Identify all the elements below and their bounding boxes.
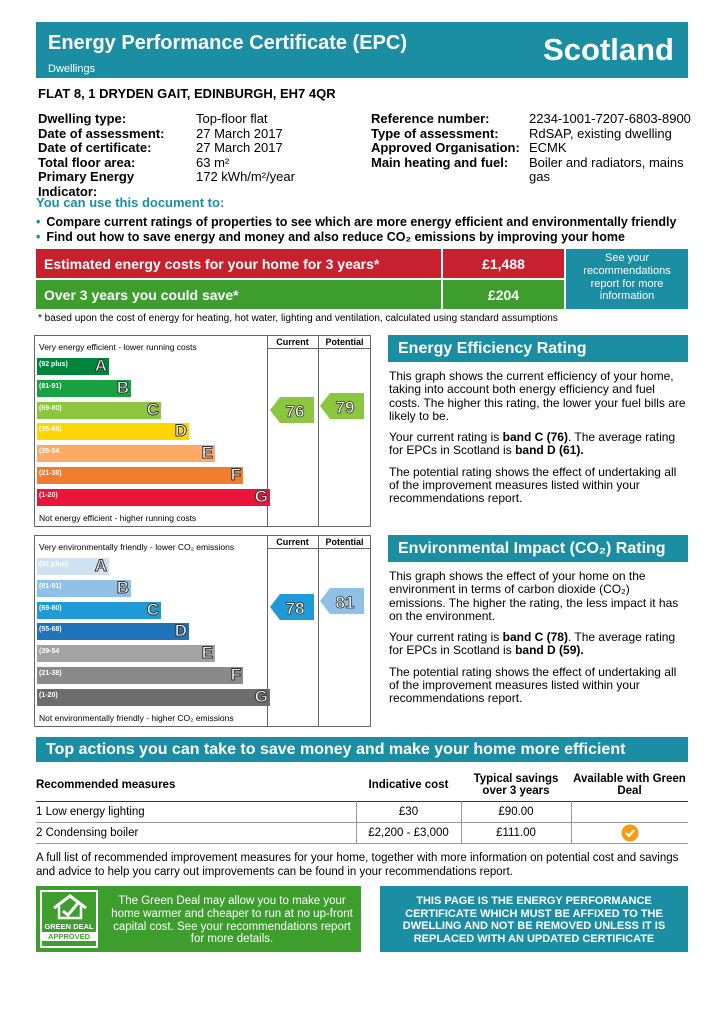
band-letter: F xyxy=(230,465,241,484)
detail-row xyxy=(371,127,691,142)
ei-explanation xyxy=(389,570,689,706)
ee-potential-arrow xyxy=(320,393,370,419)
band-letter: D xyxy=(174,421,187,441)
recommendations-link[interactable] xyxy=(566,249,688,309)
current-column-header: Current xyxy=(276,337,309,347)
band-bar-e xyxy=(37,645,215,662)
ei-potential-arrow xyxy=(320,588,370,614)
detail-key: Total floor area: xyxy=(38,154,136,170)
detail-value: RdSAP, existing dwelling xyxy=(529,125,672,141)
detail-value: ECMK xyxy=(529,140,567,156)
column-header: Typical savings over 3 years xyxy=(473,773,559,798)
actions-footer-note: A full list of recommended improvement measures for your home, together with more information on potential cost and savings and advice to help you carry out improvements can be found in your recommendations report. xyxy=(36,852,679,878)
column-header: Indicative cost xyxy=(368,779,449,792)
green-deal-logo xyxy=(40,890,98,948)
chart-bottom-caption: Not environmentally friendly - higher CO₂ emissions xyxy=(39,713,234,723)
chart-bottom-caption: Not energy efficient - higher running costs xyxy=(39,513,197,523)
savings-label: Over 3 years you could save* xyxy=(44,287,239,303)
band-bar-b xyxy=(37,377,131,397)
green-deal-cell xyxy=(571,801,688,822)
page-subtitle: Dwellings xyxy=(48,63,96,75)
band-range: (81-91) xyxy=(39,382,62,390)
detail-row xyxy=(38,127,368,142)
detail-key: Date of certificate: xyxy=(38,140,152,156)
bullet-item: • Compare current ratings of properties to see which are more energy efficient and environmentally friendly xyxy=(36,215,677,229)
cost-cell: £2,200 - £3,000 xyxy=(356,822,461,843)
detail-key: Approved Organisation: xyxy=(371,140,520,156)
energy-cost-value-box xyxy=(443,249,564,278)
current-column-header: Current xyxy=(276,537,309,547)
detail-value: 27 March 2017 xyxy=(196,125,283,141)
band-bar-f xyxy=(37,467,243,484)
green-deal-text: The Green Deal may allow you to make your home warmer and cheaper to run at no up-front capital cost. See your recommendations report for more details. xyxy=(111,895,353,946)
table-row xyxy=(36,822,688,843)
band-range: (21-38) xyxy=(39,470,62,477)
band-range: (55-68) xyxy=(39,626,62,634)
ee-explanation xyxy=(389,370,689,506)
actions-heading-bar xyxy=(36,737,688,762)
detail-row xyxy=(371,156,691,185)
detail-value: 2234-1001-7207-6803-8900 xyxy=(529,111,691,126)
detail-key: Primary Energy Indicator: xyxy=(38,169,135,199)
ei-current-value: 78 xyxy=(285,599,305,618)
potential-column-header: Potential xyxy=(325,537,364,547)
chart-top-caption: Very environmentally friendly - lower CO₂ emissions xyxy=(39,542,235,552)
detail-key: Dwelling type: xyxy=(38,111,127,126)
ee-current-value: 76 xyxy=(285,402,305,421)
band-range: (39-54 xyxy=(39,648,60,656)
band-range: (21-38) xyxy=(39,670,62,677)
recommendations-link-text: See your recommendations report for more information xyxy=(583,252,671,303)
table-row xyxy=(36,801,688,822)
column-header: Available with Green Deal xyxy=(573,773,686,798)
header-banner xyxy=(36,22,688,78)
notice-panel xyxy=(380,886,688,952)
cost-footnote: * based upon the cost of energy for heating, hot water, lighting and ventilation, calculated using standard assumptions xyxy=(38,313,558,324)
region-label: Scotland xyxy=(543,32,674,67)
house-check-icon xyxy=(52,894,88,920)
ei-paragraph-1: This graph shows the effect of your home on the environment in terms of carbon dioxide (CO₂) emissions. The higher the rating, the less impact it has on the environment. xyxy=(389,569,679,623)
savings-cell: £90.00 xyxy=(461,801,571,822)
ee-rating-heading: Energy Efficiency Rating xyxy=(398,340,587,357)
detail-row xyxy=(38,156,368,171)
property-address: FLAT 8, 1 DRYDEN GAIT, EDINBURGH, EH7 4QR xyxy=(38,86,336,101)
band-letter: B xyxy=(116,577,129,597)
band-letter: C xyxy=(146,399,159,419)
band-range: (92 plus) xyxy=(39,561,68,568)
band-bar-g xyxy=(37,686,270,706)
usage-bullets xyxy=(36,215,676,244)
band-bar-d xyxy=(37,623,189,640)
band-letter: C xyxy=(146,599,159,619)
ei-current-arrow xyxy=(270,594,320,620)
bullet-item: • Find out how to save energy and money and also reduce CO₂ emissions by improving your home xyxy=(36,229,625,244)
notice-text: THIS PAGE IS THE ENERGY PERFORMANCE CERTIFICATE WHICH MUST BE AFFIXED TO THE DWELLING AND NOT BE REMOVED UNLESS IT IS REPLACED WITH AN UPDATED CERTIFICATE xyxy=(402,895,666,945)
band-bar-a xyxy=(37,358,109,375)
ei-paragraph-2: Your current rating is band C (78). The average rating for EPCs in Scotland is band D (59). xyxy=(389,630,676,658)
energy-cost-label: Estimated energy costs for your home for 3 years* xyxy=(44,256,380,272)
potential-column-header: Potential xyxy=(325,337,364,347)
detail-row xyxy=(38,112,368,127)
savings-label-bar xyxy=(36,280,441,309)
band-bar-d xyxy=(37,423,189,440)
savings-value-box xyxy=(443,280,564,309)
detail-key: Main heating and fuel: xyxy=(371,154,509,170)
savings-value: £204 xyxy=(487,287,520,303)
detail-key: Type of assessment: xyxy=(371,125,499,141)
savings-cell: £111.00 xyxy=(461,822,571,843)
ei-potential-value: 81 xyxy=(335,593,355,612)
bullet-text: Find out how to save energy and money and also reduce CO₂ emissions by improving your home xyxy=(46,229,625,244)
band-letter: A xyxy=(94,356,107,375)
band-bar-g xyxy=(37,486,270,506)
detail-value: 172 kWh/m²/year xyxy=(196,169,295,185)
band-range: (1-20) xyxy=(39,491,58,499)
ee-potential-value: 79 xyxy=(335,398,355,417)
ei-paragraph-3: The potential rating shows the effect of undertaking all of the improvement measures listed within your recommendations report. xyxy=(389,664,677,706)
detail-value: 27 March 2017 xyxy=(196,140,283,156)
energy-cost-label-bar xyxy=(36,249,441,278)
logo-line-2: APPROVED xyxy=(42,932,96,941)
detail-value: Top-floor flat xyxy=(196,111,268,126)
cost-cell: £30 xyxy=(356,801,461,822)
ee-paragraph-3: The potential rating shows the effect of undertaking all of the improvement measures listed within your recommendations report. xyxy=(389,464,677,506)
band-letter: G xyxy=(254,486,268,506)
use-heading: You can use this document to: xyxy=(36,195,225,210)
band-letter: E xyxy=(201,643,213,663)
band-range: (55-68) xyxy=(39,426,62,434)
recommended-measures-table xyxy=(36,770,688,844)
ei-rating-heading-bar xyxy=(388,535,688,562)
band-letter: B xyxy=(116,377,129,397)
band-bar-e xyxy=(37,445,215,462)
band-letter: G xyxy=(254,686,268,706)
band-letter: A xyxy=(94,556,107,575)
band-letter: F xyxy=(230,665,241,684)
bullet-text: Compare current ratings of properties to see which are more energy efficient and environmentally friendly xyxy=(46,215,677,229)
logo-line-1: GREEN DEAL xyxy=(44,922,94,931)
band-range: (69-80) xyxy=(39,404,62,412)
band-letter: E xyxy=(201,443,213,463)
detail-value: 63 m² xyxy=(196,154,230,170)
chart-top-caption: Very energy efficient - lower running costs xyxy=(39,342,197,352)
green-deal-cell xyxy=(571,822,688,843)
page-title: Energy Performance Certificate (EPC) xyxy=(48,32,408,54)
detail-row xyxy=(371,141,691,156)
actions-heading: Top actions you can take to save money and make your home more efficient xyxy=(46,741,626,758)
band-range: (69-80) xyxy=(39,604,62,612)
table-header-row xyxy=(36,770,688,801)
ei-rating-heading: Environmental Impact (CO₂) Rating xyxy=(398,540,666,557)
detail-key: Reference number: xyxy=(371,111,490,126)
ee-paragraph-1: This graph shows the current efficiency of your home, taking into account both energy efficiency and fuel costs. The higher this rating, the lower your fuel bills are likely to be. xyxy=(389,369,686,423)
band-range: (1-20) xyxy=(39,691,58,699)
detail-row xyxy=(371,112,691,127)
band-range: (81-91) xyxy=(39,582,62,590)
measure-cell: 2 Condensing boiler xyxy=(36,826,139,839)
ee-rating-heading-bar xyxy=(388,335,688,362)
ee-paragraph-2: Your current rating is band C (76). The average rating for EPCs in Scotland is band D (61). xyxy=(389,430,676,458)
band-letter: D xyxy=(174,621,187,641)
band-range: (92 plus) xyxy=(39,361,68,368)
detail-row xyxy=(38,141,368,156)
detail-value: Boiler and radiators, mains gas xyxy=(529,154,684,185)
band-bar-c xyxy=(37,599,161,619)
column-header: Recommended measures xyxy=(36,779,176,792)
band-bar-a xyxy=(37,558,109,575)
band-range: (39-54 xyxy=(39,448,60,456)
energy-cost-value: £1,488 xyxy=(482,256,525,272)
detail-key: Date of assessment: xyxy=(38,125,165,141)
details-right xyxy=(371,112,691,185)
details-left xyxy=(38,112,368,200)
band-bar-b xyxy=(37,577,131,597)
ee-current-arrow xyxy=(270,397,320,423)
band-bar-f xyxy=(37,667,243,684)
band-bar-c xyxy=(37,399,161,419)
green-deal-panel xyxy=(36,886,361,952)
check-icon xyxy=(621,824,639,842)
measure-cell: 1 Low energy lighting xyxy=(36,805,145,818)
